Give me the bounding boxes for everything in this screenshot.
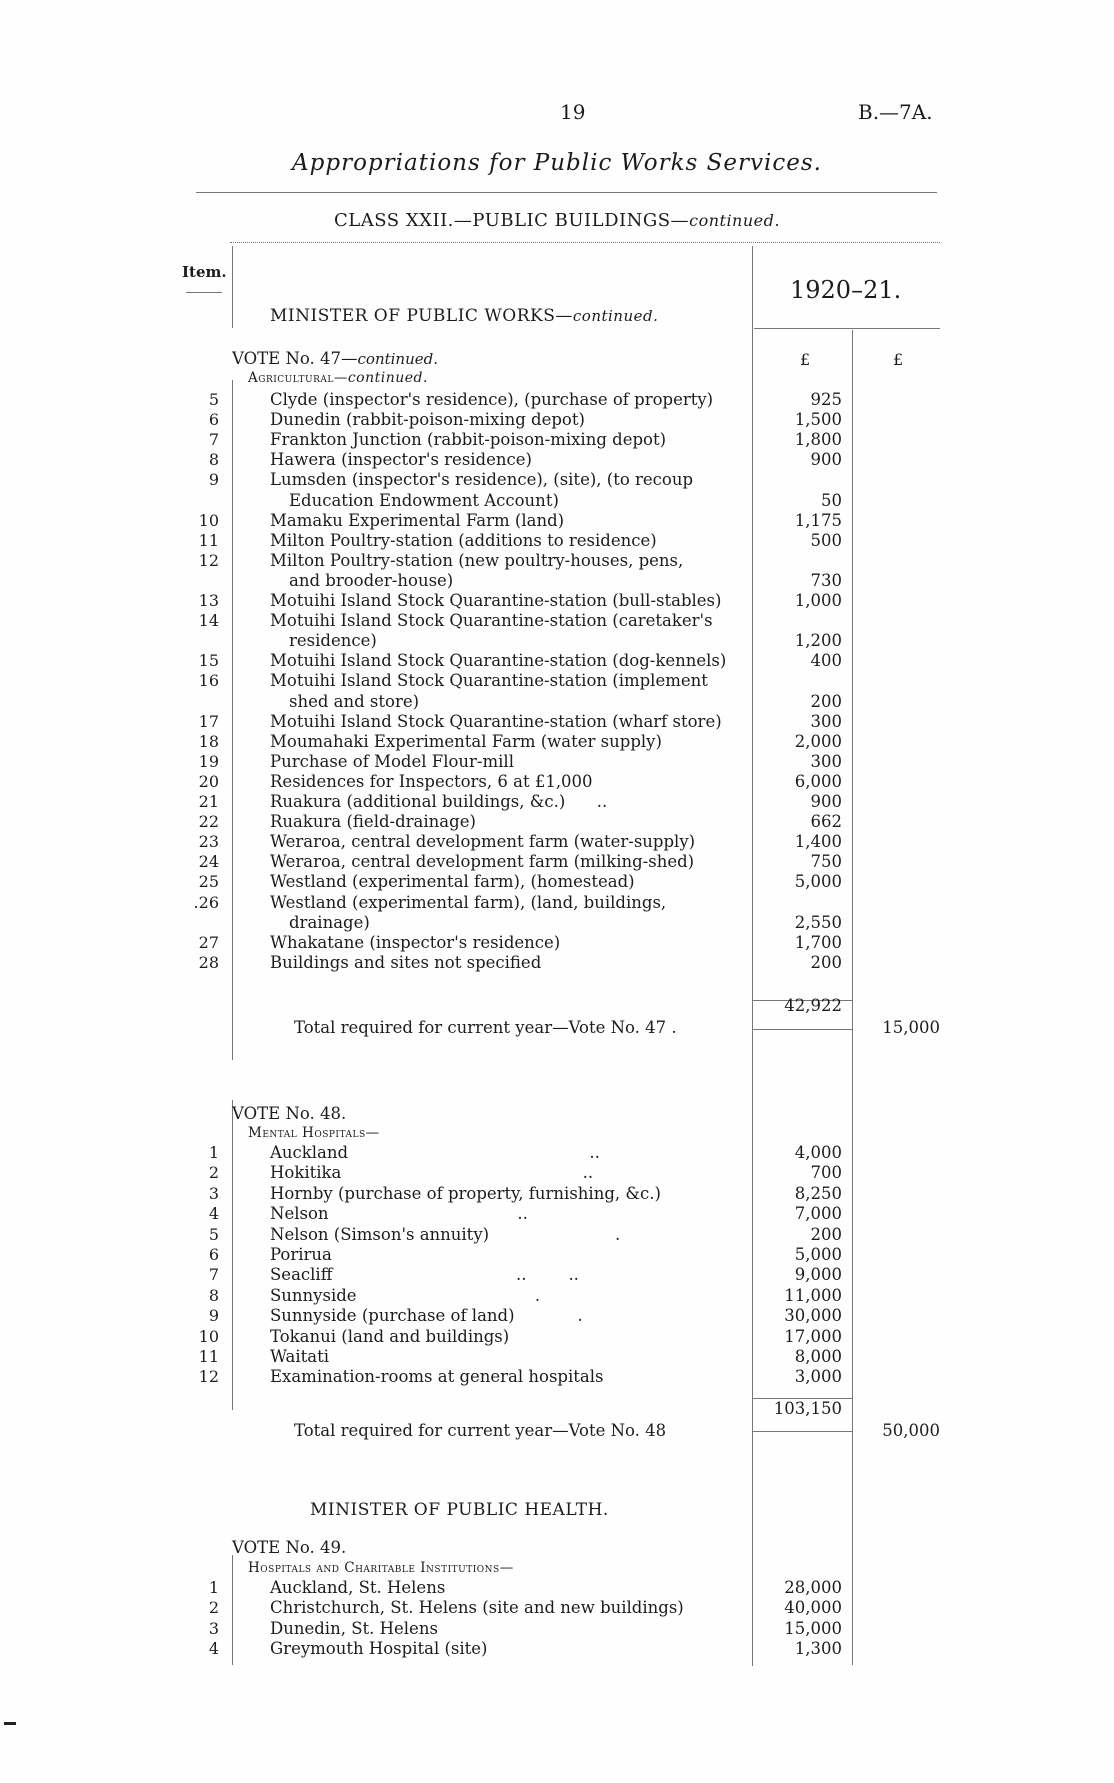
item-number: 7 [208,430,219,450]
item-number: 10 [198,1326,219,1346]
item-number: 5 [208,1224,219,1244]
vote-47-total-label: Total required for current year—Vote No. 47 . [294,1018,677,1037]
item-number: 28 [198,952,219,972]
item-amount: 28,000 [784,1578,842,1597]
total-column-rule [852,330,853,1665]
item-number: 3 [208,1618,219,1638]
item-column-rule-v49 [232,1555,233,1665]
item-description: Residences for Inspectors, 6 at £1,000 [270,771,593,791]
item-number: 12 [198,550,219,570]
item-amount: 5,000 [794,1245,842,1264]
item-amount: 900 [810,792,842,811]
item-number: 1 [208,1143,219,1162]
item-number: 22 [198,812,219,832]
item-description: Auckland .. [270,1143,600,1162]
item-number: 8 [208,1285,219,1305]
item-number: 7 [208,1265,219,1285]
item-description: Ruakura (additional buildings, &c.) .. [270,792,608,811]
item-number: 11 [198,530,219,550]
item-description: Buildings and sites not specified [270,952,542,972]
item-description: Dunedin, St. Helens [270,1618,438,1638]
item-amount: 1,400 [794,832,842,852]
page-title: Appropriations for Public Works Services. [292,150,822,176]
item-number: 18 [198,731,219,751]
item-description: Christchurch, St. Helens (site and new buildings) [270,1598,684,1618]
item-amount: 900 [810,450,842,470]
vote-47-category: Agricultural—continued. [248,370,428,386]
item-amount: 8,250 [794,1183,842,1203]
item-amount: 11,000 [784,1285,842,1305]
class-heading: CLASS XXII.—PUBLIC BUILDINGS—continued. [334,210,780,231]
item-amount: 6,000 [794,771,842,791]
item-amount: 1,700 [794,932,842,952]
page-number: 19 [560,100,586,124]
item-number: .26 [193,892,219,912]
item-amount: 15,000 [784,1618,842,1638]
item-description: Sunnyside . [270,1285,541,1305]
item-description: Moumahaki Experimental Farm (water supply) [270,731,662,751]
item-amount: 2,550 [794,912,842,932]
item-amount: 3,000 [794,1367,842,1387]
item-number: 25 [198,872,219,892]
item-description: Purchase of Model Flour-mill [270,751,514,771]
item-amount: 50 [821,490,842,510]
item-amount: 1,000 [794,591,842,610]
item-amount: 40,000 [784,1598,842,1618]
item-number: 6 [208,1245,219,1264]
item-amount: 730 [810,570,842,590]
item-amount: 400 [810,651,842,671]
item-number: 6 [208,410,219,430]
item-number: 19 [198,751,219,771]
item-description-continued: Education Endowment Account) [289,490,559,510]
vote-48-heading: VOTE No. 48. [232,1104,347,1123]
item-amount: 700 [810,1163,842,1183]
item-amount: 1,300 [794,1639,842,1659]
vote-47-heading: VOTE No. 47—continued. [232,349,439,368]
item-number: 2 [208,1598,219,1618]
item-amount: 750 [810,852,842,872]
pound-header-total: £ [893,350,904,369]
item-amount: 2,000 [794,731,842,751]
item-column-rule-v47 [232,380,233,1060]
item-number: 8 [208,450,219,470]
item-description: Hornby (purchase of property, furnishing, &c.) [270,1183,661,1203]
item-number: 4 [208,1204,219,1224]
year-underline [754,328,940,329]
minister-public-works-heading: MINISTER OF PUBLIC WORKS—continued. [270,306,659,326]
document-reference: B.—7A. [858,100,933,124]
item-number: 27 [198,932,219,952]
item-description: Nelson (Simson's annuity) . [270,1224,621,1244]
item-amount: 300 [810,751,842,771]
item-column-rule-v48 [232,1100,233,1410]
item-amount: 9,000 [794,1265,842,1285]
margin-mark [4,1722,16,1725]
vote-47-total: 15,000 [882,1018,940,1037]
item-number: 1 [208,1578,219,1597]
item-description: Motuihi Island Stock Quarantine-station (wharf store) [270,711,722,731]
item-description: Dunedin (rabbit-poison-mixing depot) [270,410,585,430]
item-amount: 17,000 [784,1326,842,1346]
item-number: 20 [198,771,219,791]
item-number: 9 [208,470,219,490]
item-amount: 1,800 [794,430,842,450]
item-number: 2 [208,1163,219,1183]
item-number: 5 [208,390,219,409]
item-description: Clyde (inspector's residence), (purchase of property) [270,390,714,409]
item-amount: 4,000 [794,1143,842,1162]
vote-49-heading: VOTE No. 49. [232,1538,347,1557]
item-description: Motuihi Island Stock Quarantine-station (bull-stables) [270,591,722,610]
item-number: 11 [198,1347,219,1366]
item-number: 17 [198,711,219,731]
header-rule [196,192,937,193]
item-description: Whakatane (inspector's residence) [270,932,561,952]
vote-48-total-label: Total required for current year—Vote No. 48 [294,1421,667,1440]
item-description: Hawera (inspector's residence) [270,450,532,470]
item-column-header: Item. [182,263,227,281]
item-description-continued: and brooder-house) [289,570,454,590]
item-amount: 200 [810,952,842,972]
vote-47-subtotal: 42,922 [784,996,842,1015]
item-description: Motuihi Island Stock Quarantine-station (dog-kennels) [270,651,727,671]
item-amount: 200 [810,1224,842,1244]
item-number: 21 [198,792,219,811]
item-description: Frankton Junction (rabbit-poison-mixing depot) [270,430,667,450]
item-description: Westland (experimental farm), (land, buildings, [270,892,667,912]
item-description: Mamaku Experimental Farm (land) [270,510,565,530]
pound-header-amount: £ [800,350,811,369]
item-amount: 1,175 [794,510,842,530]
item-description-continued: residence) [289,631,377,651]
item-number: 4 [208,1639,219,1659]
item-amount: 925 [810,390,842,409]
item-description-continued: shed and store) [289,691,420,711]
item-amount: 300 [810,711,842,731]
item-description: Ruakura (field-drainage) [270,812,476,832]
vote-48-subtotal: 103,150 [773,1399,842,1418]
item-description: Hokitika .. [270,1163,594,1183]
item-number: 14 [198,611,219,631]
item-amount: 5,000 [794,872,842,892]
item-number: 12 [198,1367,219,1387]
item-description: Motuihi Island Stock Quarantine-station (implement [270,671,708,691]
minister-public-health-heading: MINISTER OF PUBLIC HEALTH. [310,1500,609,1520]
item-description: Milton Poultry-station (additions to residence) [270,530,657,550]
item-amount: 8,000 [794,1347,842,1366]
item-amount: 200 [810,691,842,711]
item-description: Westland (experimental farm), (homestead) [270,872,635,892]
item-number: 24 [198,852,219,872]
item-description: Motuihi Island Stock Quarantine-station (caretaker's [270,611,713,631]
item-description: Weraroa, central development farm (milking-shed) [270,852,695,872]
item-description: Sunnyside (purchase of land) . [270,1306,583,1326]
item-number: 9 [208,1306,219,1326]
item-number: 23 [198,832,219,852]
vote-49-category: Hospitals and Charitable Institutions— [248,1560,514,1576]
item-description: Seacliff .. .. [270,1265,579,1285]
item-description: Nelson .. [270,1204,528,1224]
vote-48-total: 50,000 [882,1421,940,1440]
item-description: Porirua [270,1245,332,1264]
item-column-rule-top [232,246,233,328]
item-number: 3 [208,1183,219,1203]
item-description-continued: drainage) [289,912,370,932]
item-amount: 7,000 [794,1204,842,1224]
item-description: Tokanui (land and buildings) [270,1326,510,1346]
item-amount: 1,500 [794,410,842,430]
year-column-header: 1920–21. [790,276,902,304]
item-description: Lumsden (inspector's residence), (site), (to recoup [270,470,694,490]
vote-48-category: Mental Hospitals— [248,1125,380,1141]
item-description: Milton Poultry-station (new poultry-houses, pens, [270,550,684,570]
item-amount: 662 [810,812,842,832]
item-description: Auckland, St. Helens [270,1578,446,1597]
item-amount: 1,200 [794,631,842,651]
item-description: Greymouth Hospital (site) [270,1639,488,1659]
item-description: Examination-rooms at general hospitals [270,1367,604,1387]
item-number: 13 [198,591,219,610]
table-top-rule [230,242,940,243]
item-head-underline [186,292,222,293]
item-amount: 30,000 [784,1306,842,1326]
item-description: Waitati [270,1347,330,1366]
item-number: 10 [198,510,219,530]
item-number: 15 [198,651,219,671]
item-number: 16 [198,671,219,691]
item-description: Weraroa, central development farm (water-supply) [270,832,696,852]
item-amount: 500 [810,530,842,550]
